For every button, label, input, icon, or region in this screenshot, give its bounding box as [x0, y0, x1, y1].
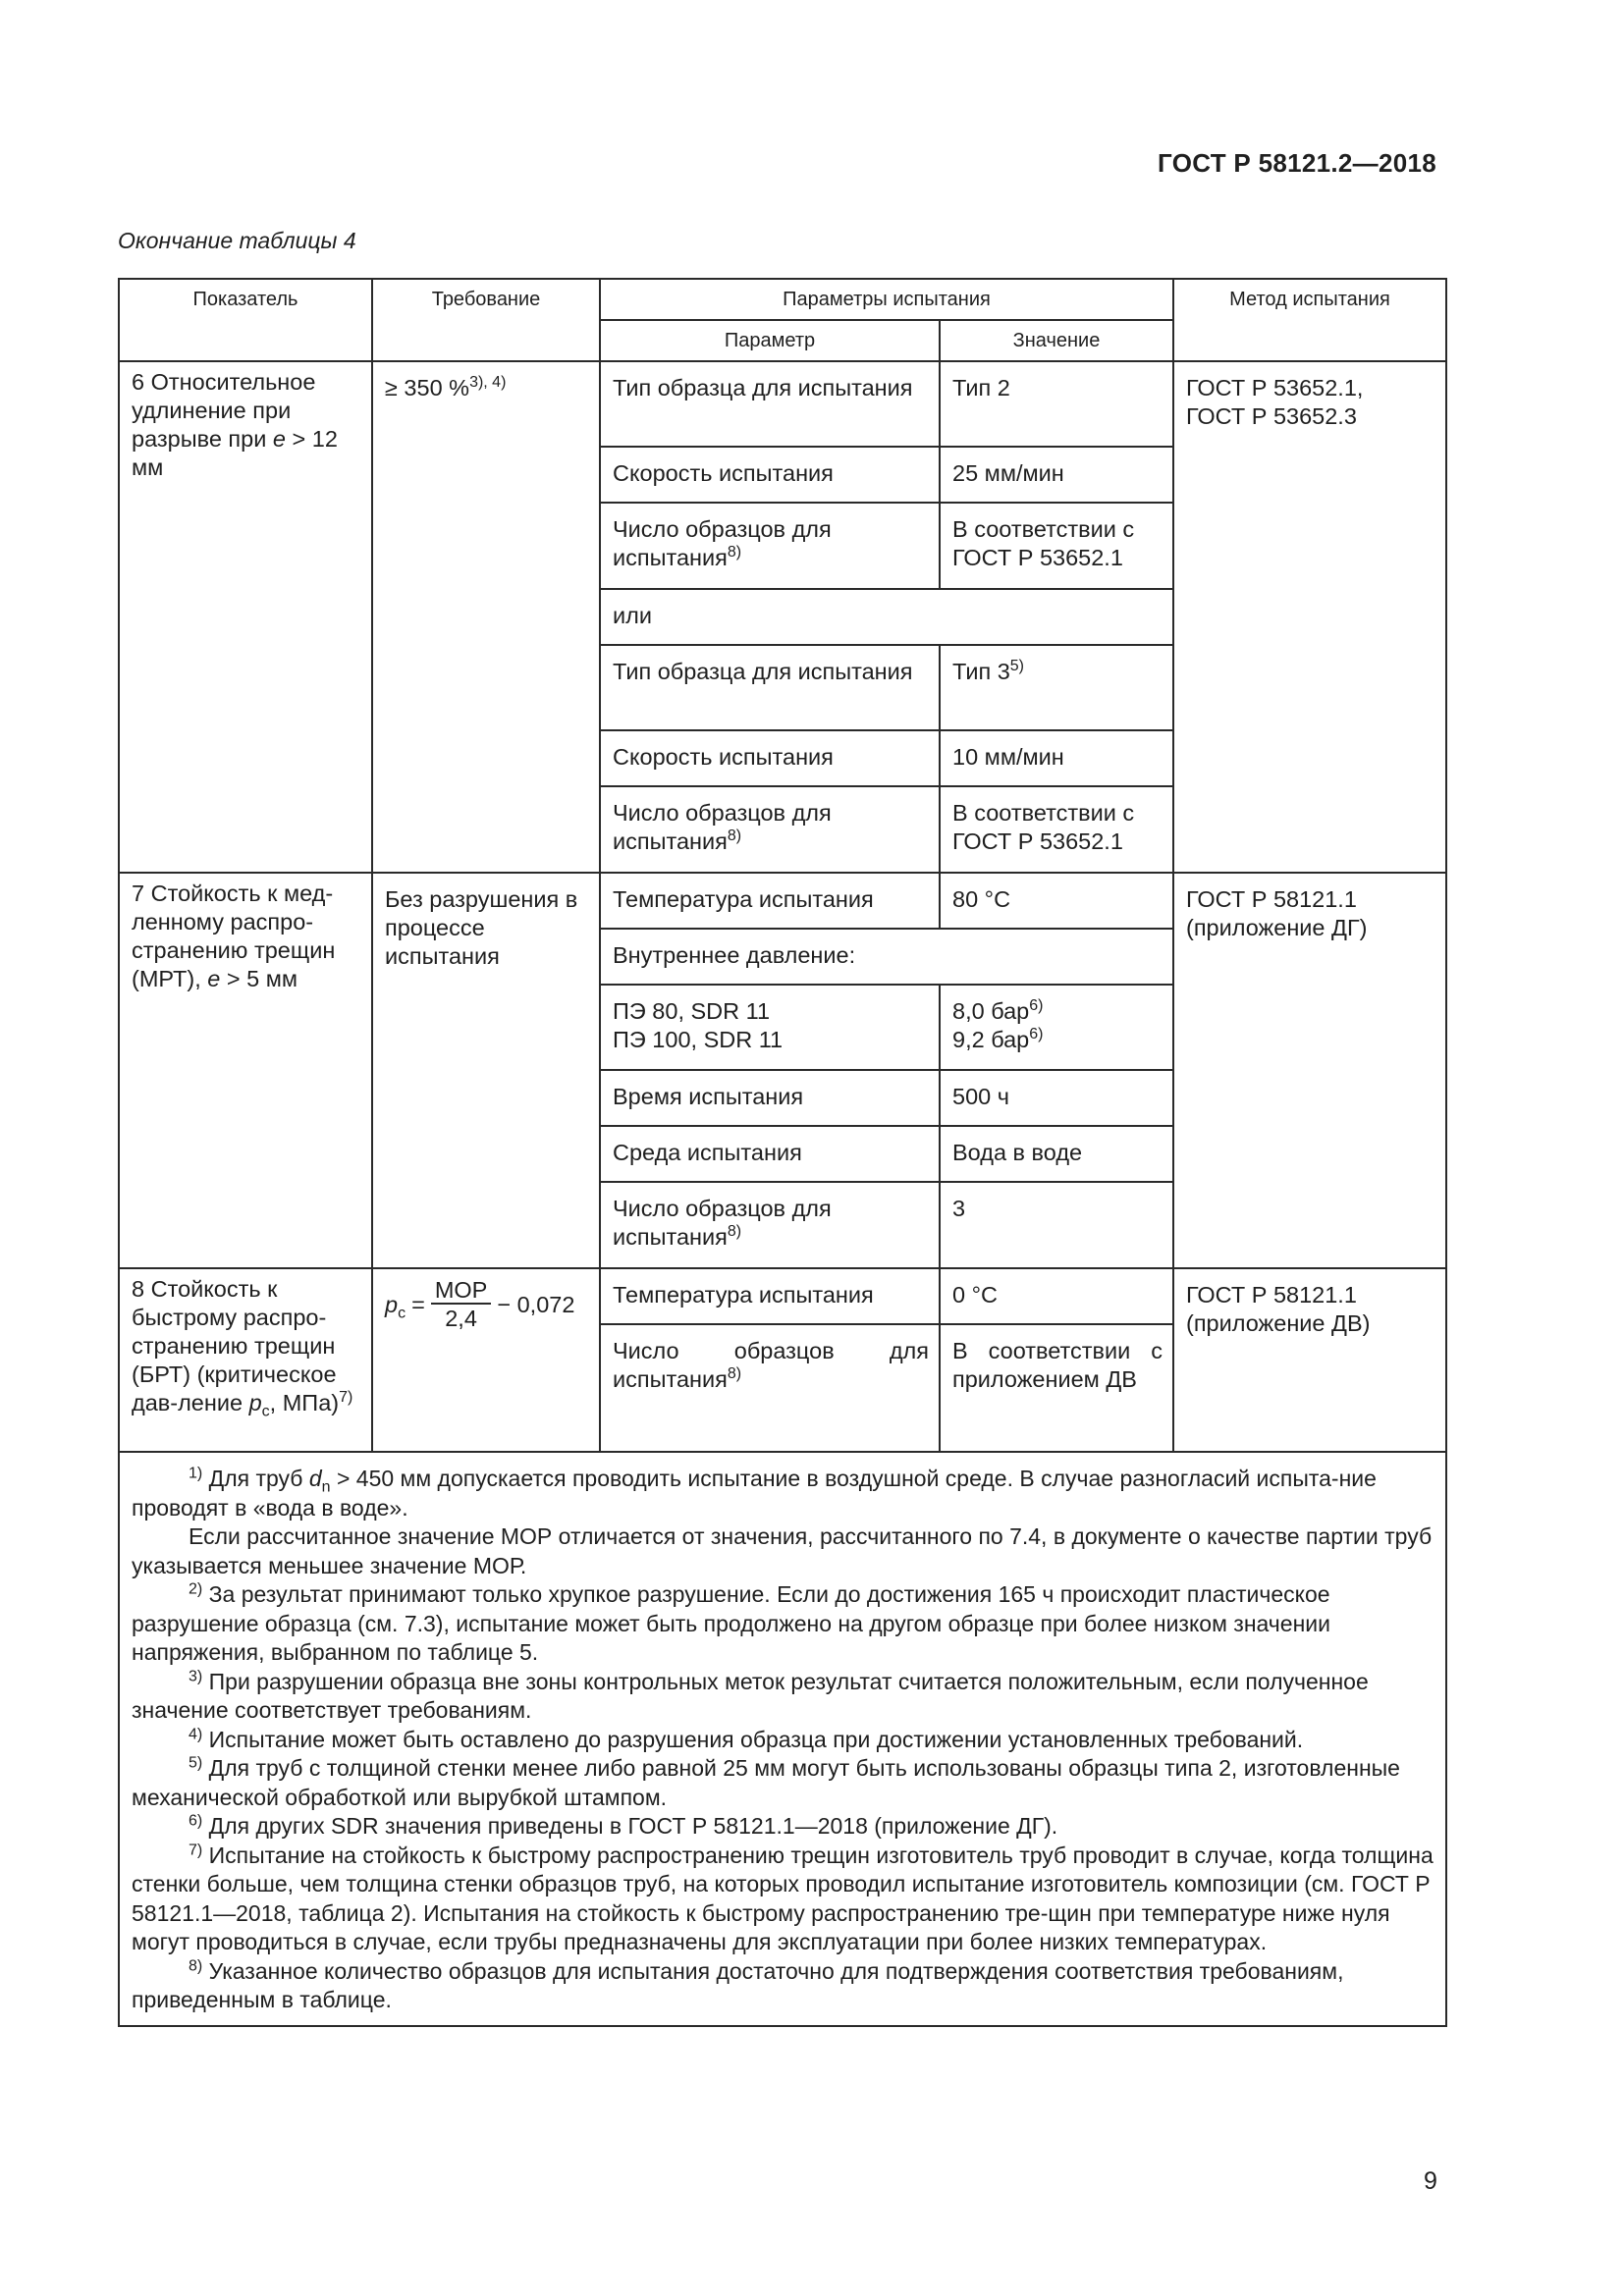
- row6-method: [1173, 361, 1446, 873]
- row7-param-3b: ПЭ 100, SDR 11: [613, 1027, 784, 1052]
- footnote-7-mark: 7): [189, 1841, 203, 1858]
- formula-denominator: 2,4: [445, 1306, 477, 1331]
- notes-row: [119, 1452, 1446, 2026]
- row7-value-6: 3: [940, 1182, 1173, 1268]
- table-row: [119, 873, 1446, 929]
- row7-param-6-text: Число образцов для испытания: [613, 1196, 832, 1250]
- row7-e: e: [207, 966, 221, 991]
- requirements-table: [118, 278, 1447, 2027]
- row8-indicator-sup: 7): [339, 1389, 353, 1407]
- document-code: ГОСТ Р 58121.2—2018: [1158, 148, 1436, 178]
- row7-value-3a-text: 8,0 бар: [952, 998, 1030, 1024]
- row7-value-4: 500 ч: [940, 1070, 1173, 1126]
- row7-param-5: Среда испытания: [600, 1126, 940, 1182]
- header-requirement: Требование: [372, 279, 600, 361]
- row7-param-4: Время испытания: [600, 1070, 940, 1126]
- formula-rest: − 0,072: [497, 1291, 575, 1317]
- row8-value-2-line1: [952, 1337, 1163, 1365]
- row6-param-3-sup: 8): [727, 544, 742, 561]
- row8-value-2-line2: приложением ДВ: [952, 1366, 1137, 1392]
- footnote-3-text: При разрушении образца вне зоны контрольных меток результат считается положительным, если полученное значение соответствует требованиям.: [132, 1668, 1369, 1723]
- row6-cond: > 12 мм: [132, 426, 338, 480]
- row6-param-5: Скорость испытания: [600, 730, 940, 786]
- row8-indicator: [119, 1268, 372, 1452]
- row7-value-3a-sup: 6): [1029, 997, 1044, 1015]
- footnote-6: [132, 1812, 1435, 1842]
- footnote-5-mark: 5): [189, 1754, 203, 1772]
- row7-indicator-text: 7 Стойкость к мед-ленному распро-странению трещин (МРТ),: [132, 881, 336, 991]
- row6-param-6-text: Число образцов для испытания: [613, 800, 832, 854]
- row6-value-5: 10 мм/мин: [940, 730, 1173, 786]
- row8-param-2-w3: для: [889, 1338, 929, 1363]
- row8-param-2-sup: 8): [727, 1365, 742, 1383]
- row8-param-2-line1: [613, 1337, 929, 1365]
- row7-cond: > 5 мм: [220, 966, 298, 991]
- footnote-1-extra: Если рассчитанное значение МОР отличается от значения, рассчитанного по 7.4, в документе о качестве партии труб указывается меньшее значение МОР.: [132, 1523, 1433, 1578]
- row8-method: [1173, 1268, 1446, 1452]
- footnote-8: [132, 1957, 1435, 2015]
- page-number: 9: [1424, 2167, 1437, 2195]
- row8-param-2-w1: Число: [613, 1338, 679, 1363]
- footnote-2-text: За результат принимают только хрупкое разрушение. Если до достижения 165 ч происходит пластическое разрушение образца (см. 7.3), испытание может быть продолжено на другом образце при более низком значении напряжения, выбранном по таблице 5.: [132, 1581, 1330, 1665]
- formula-lhs: [385, 1291, 406, 1322]
- header-test-params: Параметры испытания: [600, 279, 1173, 320]
- formula-fraction: [431, 1277, 492, 1332]
- row7-value-3a: [952, 997, 1163, 1026]
- header-value: Значение: [940, 320, 1173, 361]
- row6-param-6: [600, 786, 940, 873]
- row6-param-4: Тип образца для испытания: [600, 645, 940, 730]
- row6-param-2: Скорость испытания: [600, 447, 940, 503]
- row6-value-3: В соответствии с ГОСТ Р 53652.1: [940, 503, 1173, 589]
- footnote-7: [132, 1842, 1435, 1957]
- footnote-1-b: > 450 мм допускается проводить испытание в воздушной среде. В случае разногласий испыта-ние проводят в «вода в воде».: [132, 1466, 1377, 1521]
- row7-value-3b-sup: 6): [1029, 1026, 1044, 1043]
- row8-param-1: Температура испытания: [600, 1268, 940, 1324]
- row8-p: p: [248, 1390, 262, 1415]
- row8-method-2: (приложение ДВ): [1186, 1310, 1371, 1336]
- footnote-4-mark: 4): [189, 1725, 203, 1742]
- formula-numerator: МОР: [431, 1277, 492, 1305]
- row8-param-2: [600, 1324, 940, 1452]
- header-method: Метод испытания: [1173, 279, 1446, 361]
- row8-value-2-w3: с: [1151, 1338, 1163, 1363]
- row8-param-2-line2: [613, 1365, 929, 1394]
- row6-requirement-text: ≥ 350 %: [385, 375, 470, 400]
- row7-param-3: [600, 985, 940, 1070]
- row7-method-1: ГОСТ Р 58121.1: [1186, 886, 1357, 912]
- table-row: [119, 1268, 1446, 1324]
- row6-method-2: ГОСТ Р 53652.3: [1186, 403, 1357, 429]
- formula-eq: =: [411, 1291, 425, 1317]
- formula-p-sub: c: [398, 1305, 406, 1322]
- row8-param-2-w2: образцов: [733, 1338, 835, 1363]
- footnote-8-text: Указанное количество образцов для испытания достаточно для подтверждения соответствия требованиям, приведенным в таблице.: [132, 1957, 1344, 2012]
- row6-value-1: Тип 2: [940, 361, 1173, 447]
- row7-method: [1173, 873, 1446, 1268]
- row7-value-5: Вода в воде: [940, 1126, 1173, 1182]
- row6-param-3-text: Число образцов для испытания: [613, 516, 832, 570]
- footnotes: [119, 1452, 1446, 2026]
- row6-value-4: [940, 645, 1173, 730]
- row6-value-4-sup: 5): [1009, 658, 1025, 675]
- row7-value-3: [940, 985, 1173, 1070]
- footnote-4-text: Испытание может быть оставлено до разрушения образца при достижении установленных требований.: [202, 1726, 1304, 1752]
- row7-indicator: [119, 873, 372, 1268]
- footnote-1-mark: 1): [189, 1465, 203, 1482]
- row7-value-1: 80 °С: [940, 873, 1173, 929]
- table-caption: Окончание таблицы 4: [118, 228, 356, 253]
- row8-param-2-w4: испытания: [613, 1366, 728, 1392]
- footnote-3-mark: 3): [189, 1667, 203, 1684]
- row7-requirement: Без разрушения в процессе испытания: [372, 873, 600, 1268]
- footnote-4: [132, 1726, 1435, 1755]
- footnote-7-text: Испытание на стойкость к быстрому распространению трещин изготовитель труб проводит в случае, когда толщина стенки больше, чем толщина стенки образцов труб, на которых проводил испытание изготовитель композиции (см. ГОСТ Р 58121.1—2018, таблица 2). Испытания на стойкость к быстрому распространению тре-щин при температуре ниже нуля могут проводиться в случае, если трубы предназначены для эксплуатации при более низких температурах.: [132, 1842, 1434, 1954]
- table-row: [119, 361, 1446, 447]
- table-header-row: [119, 279, 1446, 320]
- header-param: Параметр: [600, 320, 940, 361]
- footnote-5: [132, 1754, 1435, 1812]
- footnote-5-text: Для труб с толщиной стенки менее либо равной 25 мм могут быть использованы образцы типа 2, изготовленные механической обработкой или вырубкой штампом.: [132, 1755, 1400, 1810]
- row7-method-2: (приложение ДГ): [1186, 915, 1368, 940]
- row7-param-6-sup: 8): [727, 1223, 742, 1241]
- row8-method-1: ГОСТ Р 58121.1: [1186, 1282, 1357, 1308]
- row7-value-3b: [952, 1026, 1163, 1054]
- formula-p: p: [385, 1291, 399, 1317]
- footnote-1-sub: n: [321, 1478, 331, 1496]
- footnote-2-mark: 2): [189, 1580, 203, 1598]
- row7-param-2: Внутреннее давление:: [600, 929, 1173, 985]
- row7-param-6: [600, 1182, 940, 1268]
- row6-value-2: 25 мм/мин: [940, 447, 1173, 503]
- footnote-8-mark: 8): [189, 1956, 203, 1974]
- row6-method-1: ГОСТ Р 53652.1,: [1186, 375, 1364, 400]
- row7-param-1: Температура испытания: [600, 873, 940, 929]
- row6-param-1: Тип образца для испытания: [600, 361, 940, 447]
- row8-value-2: [940, 1324, 1173, 1452]
- row6-value-6: В соответствии с ГОСТ Р 53652.1: [940, 786, 1173, 873]
- row8-value-2-w1: В: [952, 1338, 968, 1363]
- header-indicator: Показатель: [119, 279, 372, 361]
- row8-requirement-formula: [372, 1268, 600, 1452]
- row6-param-6-sup: 8): [727, 828, 742, 845]
- row6-e: e: [272, 426, 286, 452]
- formula: [385, 1277, 574, 1332]
- footnote-1-d: d: [308, 1466, 322, 1491]
- row7-param-3a: ПЭ 80, SDR 11: [613, 998, 771, 1024]
- row8-p-sub: c: [261, 1403, 270, 1420]
- row8-value-1: 0 °С: [940, 1268, 1173, 1324]
- footnote-6-mark: 6): [189, 1812, 203, 1830]
- footnote-3: [132, 1668, 1435, 1726]
- row6-indicator: [119, 361, 372, 873]
- footnote-1: [132, 1465, 1435, 1522]
- row8-unit: , МПа): [269, 1390, 340, 1415]
- footnote-6-text: Для других SDR значения приведены в ГОСТ Р 58121.1—2018 (приложение ДГ).: [202, 1813, 1058, 1839]
- row6-param-3: [600, 503, 940, 589]
- footnote-2: [132, 1580, 1435, 1668]
- row7-value-3b-text: 9,2 бар: [952, 1027, 1030, 1052]
- footnote-1-a: Для труб: [202, 1466, 309, 1491]
- row6-or: или: [600, 589, 1173, 645]
- row6-value-4-text: Тип 3: [952, 659, 1010, 684]
- row8-indicator-text: 8 Стойкость к быстрому распро-странению трещин (БРТ) (критическое дав-ление: [132, 1276, 337, 1415]
- row6-requirement: [372, 361, 600, 873]
- row6-requirement-sup: 3), 4): [469, 374, 507, 392]
- row6-indicator-text: 6 Относительное удлинение при разрыве при: [132, 369, 316, 452]
- row8-value-2-w2: соответствии: [988, 1338, 1131, 1363]
